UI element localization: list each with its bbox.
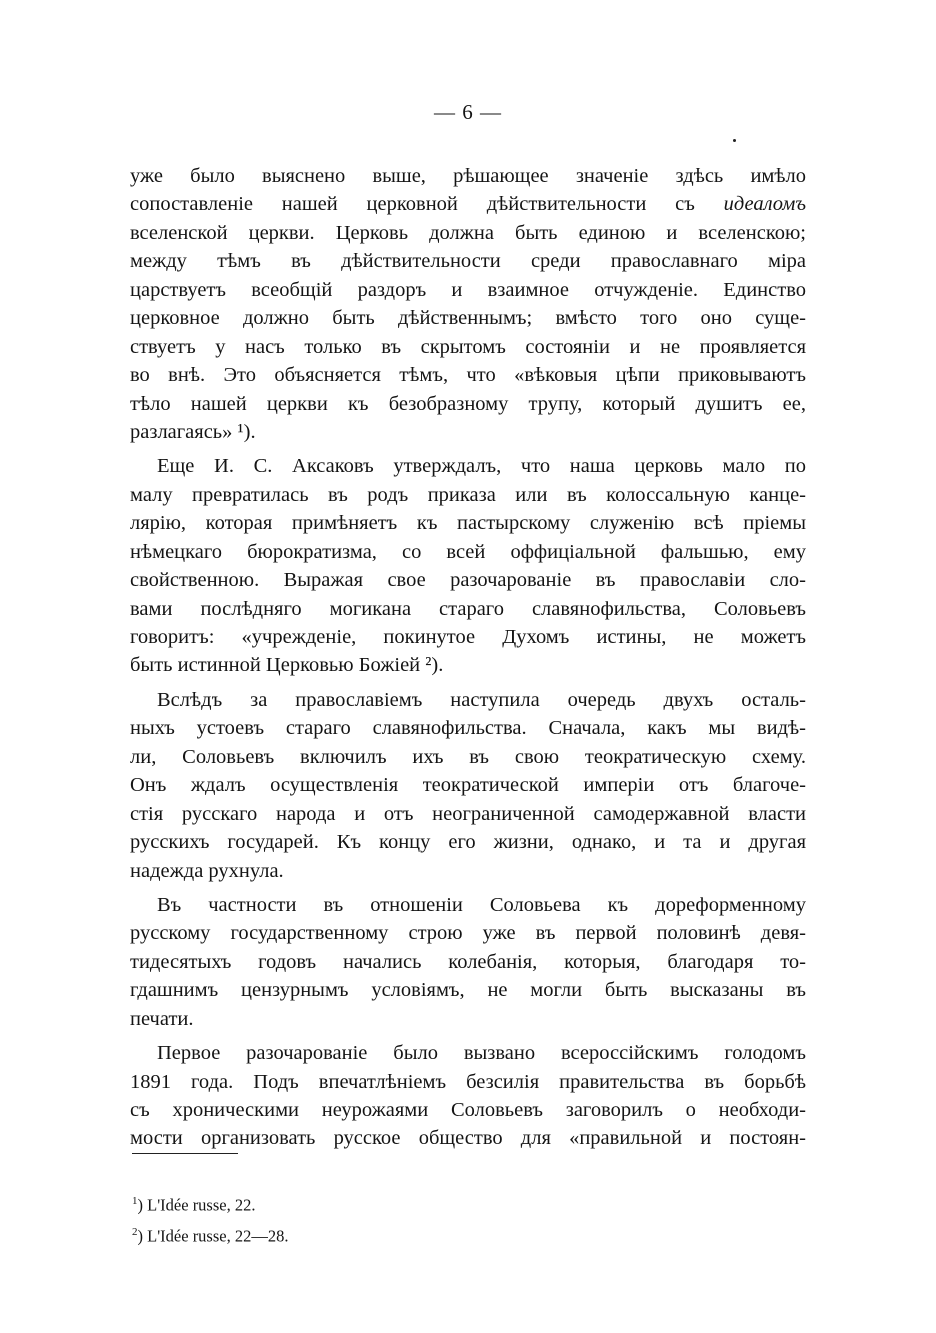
text-line: 1891 года. Подъ впечатлѣнiемъ безсилiя правительства въ борьбѣ bbox=[130, 1070, 806, 1093]
text-line: тѣло нашей церкви къ безобразному трупу, который душитъ ее, bbox=[130, 392, 806, 415]
text-line: уже было выяснено выше, рѣшающее значенiе здѣсь имѣло bbox=[130, 165, 806, 187]
text-line: лярiю, которая примѣняетъ къ пастырскому служенiю всѣ прiемы bbox=[130, 512, 806, 535]
text-line: Въ частности въ отношенiи Соловьева къ дореформенному bbox=[157, 893, 806, 916]
text-line: разлагаясь» ¹). bbox=[130, 420, 256, 443]
text-line: царствуетъ всеобщiй раздоръ и взаимное отчужденiе. Единство bbox=[130, 278, 806, 301]
text-line: сопоставленiе нашей церковной дѣйствительности съ идеаломъ bbox=[130, 193, 806, 216]
text-line: церковное должно быть дѣйственнымъ; вмѣсто того оно суще- bbox=[130, 307, 806, 330]
paragraph bbox=[130, 686, 806, 885]
text-line: гдашнимъ цензурнымъ условiямъ, не могли быть высказаны въ bbox=[130, 979, 806, 1002]
body-text bbox=[130, 162, 806, 1153]
text-line: свойственною. Выражая свое разочарованiе въ православiи сло- bbox=[130, 569, 806, 592]
text-line: малу превратилась въ родъ приказа или въ колоссальную канце- bbox=[130, 483, 806, 506]
text-line: стiя русскаго народа и отъ неограниченной самодержавной власти bbox=[130, 802, 806, 825]
text-line: говоритъ: «учрежденiе, покинутое Духомъ истины, не можетъ bbox=[130, 626, 806, 648]
text-line: ствуетъ у насъ только въ скрытомъ состоянiи и не проявляется bbox=[130, 335, 806, 358]
paragraph bbox=[130, 891, 806, 1033]
text-line: ли, Соловьевъ включилъ ихъ въ свою теократическую схему. bbox=[130, 745, 806, 768]
text-line: между тѣмъ въ дѣйствительности среди православнаго мiра bbox=[130, 250, 806, 273]
footnote-mark: 2 bbox=[132, 1225, 138, 1238]
text-line: Еще И. С. Аксаковъ утверждалъ, что наша церковь мало по bbox=[157, 455, 806, 478]
text-line: быть истинной Церковью Божiей ²). bbox=[130, 654, 444, 677]
footnotes bbox=[132, 1188, 532, 1249]
paragraph bbox=[130, 162, 806, 446]
text-line: Вслѣдъ за православiемъ наступила очередь двухъ осталь- bbox=[157, 688, 806, 711]
footnote-mark: 1 bbox=[132, 1195, 138, 1207]
text-line: нѣмецкаго бюрократизма, со всей оффицiальной фальшью, ему bbox=[130, 540, 806, 563]
text-line: мости организовать русское общество для «правильной и постоян- bbox=[130, 1127, 806, 1150]
text-line: съ хроническими неурожаями Соловьевъ заговорилъ о необходи- bbox=[130, 1099, 806, 1121]
footnote-text: ) L'Idée russe, 22—28. bbox=[137, 1226, 289, 1245]
text-line: печати. bbox=[130, 1007, 194, 1030]
footnote bbox=[132, 1219, 532, 1250]
ink-speck bbox=[733, 139, 736, 142]
footnote bbox=[132, 1188, 532, 1219]
text-line: во внѣ. Это объясняется тѣмъ, что «вѣковыя цѣпи приковываютъ bbox=[130, 364, 806, 387]
text-line: Первое разочарованiе было вызвано всероссiйскимъ голодомъ bbox=[157, 1042, 806, 1065]
text-line: русскихъ государей. Къ концу его жизни, однако, и та и другая bbox=[130, 831, 806, 854]
page-number: — 6 — bbox=[434, 100, 502, 124]
text-line: вселенской церкви. Церковь должна быть единою и вселенскою; bbox=[130, 221, 806, 244]
emphasized-word: идеаломъ bbox=[723, 193, 806, 216]
text-line: русскому государственному строю уже въ первой половинѣ девя- bbox=[130, 922, 806, 945]
paragraph bbox=[130, 1039, 806, 1153]
text-line: тидесятыхъ годовъ начались колебанiя, которыя, благодаря то- bbox=[130, 950, 806, 973]
text-line: вами послѣдняго могикана стараго славянофильства, Соловьевъ bbox=[130, 597, 806, 620]
footnote-separator bbox=[132, 1153, 238, 1154]
text-line: надежда рухнула. bbox=[130, 859, 284, 882]
text-line: ныхъ устоевъ стараго славянофильства. Сначала, какъ мы видѣ- bbox=[130, 717, 806, 740]
paragraph bbox=[130, 452, 806, 680]
text-line: Онъ ждалъ осуществленiя теократической имперiи отъ благоче- bbox=[130, 774, 806, 797]
footnote-text: ) L'Idée russe, 22. bbox=[137, 1195, 256, 1215]
